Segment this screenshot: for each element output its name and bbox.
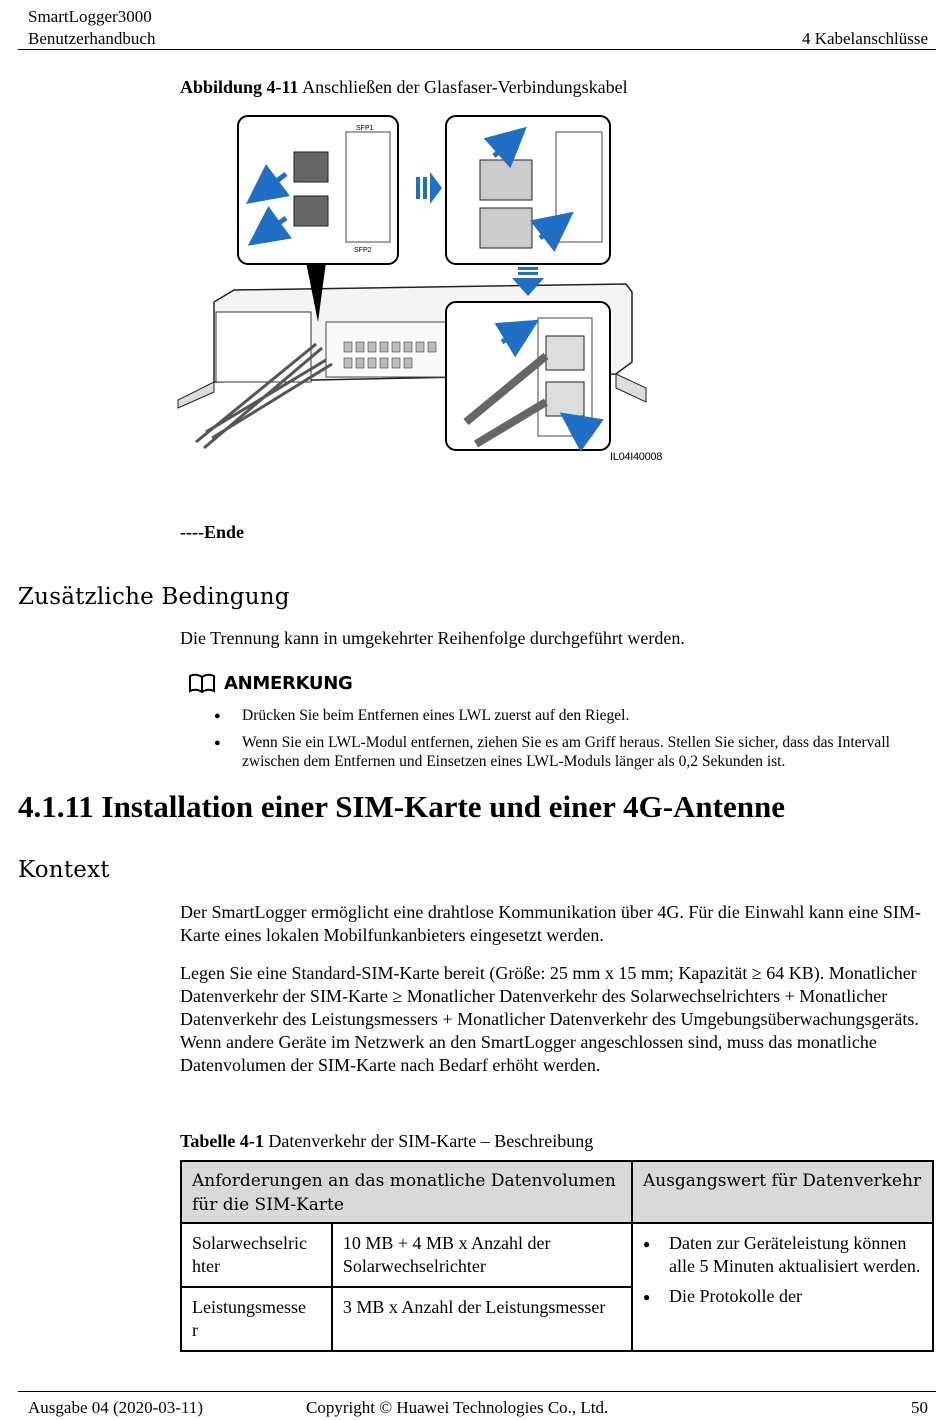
footer-rule xyxy=(18,1391,936,1392)
table-header-row xyxy=(181,1161,933,1223)
header-rule xyxy=(18,49,936,50)
table-caption xyxy=(180,1131,593,1152)
heading-kontext: Kontext xyxy=(18,857,110,883)
fiber-connection-figure xyxy=(176,112,676,472)
device-line: r xyxy=(192,1320,198,1340)
figure-label: Abbildung 4-11 xyxy=(180,77,299,97)
initial-value-list xyxy=(643,1232,922,1308)
table-cell-device xyxy=(181,1223,332,1287)
figure-caption xyxy=(180,77,628,98)
header-chapter: 4 Kabelanschlüsse xyxy=(801,29,928,48)
panel-remove-plugs xyxy=(238,116,398,264)
end-marker: ----Ende xyxy=(180,522,244,542)
book-icon xyxy=(188,672,216,694)
kontext-paragraph-2: Legen Sie eine Standard-SIM-Karte bereit (Größe: 25 mm x 15 mm; Kapazität ≥ 64 KB). Monatlicher Datenverkehr der SIM-Karte ≥ Monatlicher Datenverkehr des Solarwechselrichters + Monatlicher Datenverkehr des Leistungsmessers + Monatlicher Datenverkehr des Umgebungsüberwachungsgeräts. Wenn andere Geräte im Netzwerk an den SmartLogger angeschlossen sind, muss das monatliche Datenvolumen der SIM-Karte nach Bedarf erhöht werden. xyxy=(180,963,919,1075)
table-cell-device xyxy=(181,1287,332,1351)
panel-insert-modules xyxy=(446,116,610,264)
initial-value-item: ● Die Protokolle der xyxy=(643,1285,922,1308)
note-list xyxy=(242,706,922,779)
initial-value-item: ● Daten zur Geräteleistung können alle 5 Minuten aktualisiert werden. xyxy=(643,1232,922,1278)
table-header-initial-value: Ausgangswert für Datenverkehr xyxy=(632,1161,933,1223)
panel-connect-fibers xyxy=(446,302,610,450)
table-cell-initial-value xyxy=(632,1223,933,1351)
device-line: hter xyxy=(192,1256,220,1276)
svg-text:SFP2: SFP2 xyxy=(354,247,372,254)
next-step-arrow xyxy=(416,172,442,204)
header-product: SmartLogger3000 xyxy=(28,7,152,26)
device-line: Solarwechselric xyxy=(192,1233,307,1253)
note-box-title xyxy=(188,672,352,694)
table-cell-volume: 10 MB + 4 MB x Anzahl der Solarwechselrichter xyxy=(332,1223,632,1287)
zusatz-text: Die Trennung kann in umgekehrter Reihenfolge durchgeführt werden. xyxy=(180,628,685,648)
note-item: ● Drücken Sie beim Entfernen eines LWL zuerst auf den Riegel. xyxy=(242,706,922,725)
figure-title: Anschließen der Glasfaser-Verbindungskabel xyxy=(302,77,628,97)
table-cell-volume: 3 MB x Anzahl der Leistungsmesser xyxy=(332,1287,632,1351)
svg-text:SFP1: SFP1 xyxy=(356,125,374,132)
table-label: Tabelle 4-1 xyxy=(180,1131,264,1151)
figure-image-code: IL04I40008 xyxy=(610,451,663,463)
header-manual: Benutzerhandbuch xyxy=(28,29,156,48)
kontext-paragraph-1: Der SmartLogger ermöglicht eine drahtlose Kommunikation über 4G. Für die Einwahl kann eine SIM-Karte eines lokalen Mobilfunkanbieters eingesetzt werden. xyxy=(180,902,921,945)
note-title: ANMERKUNG xyxy=(224,672,353,694)
device-line: Leistungsmesse xyxy=(192,1297,306,1317)
heading-4-1-11: 4.1.11 Installation einer SIM-Karte und einer 4G-Antenne xyxy=(18,789,785,824)
table-header-requirements: Anforderungen an das monatliche Datenvolumen für die SIM-Karte xyxy=(181,1161,632,1223)
footer-copyright: Copyright © Huawei Technologies Co., Ltd. xyxy=(306,1398,609,1417)
footer-issue: Ausgabe 04 (2020-03-11) xyxy=(28,1398,203,1417)
note-item: ● Wenn Sie ein LWL-Modul entfernen, ziehen Sie es am Griff heraus. Stellen Sie sicher, dass das Intervall zwischen dem Entfernen und Einsetzen eines LWL-Moduls länger als 0,2 Sekunden ist. xyxy=(242,733,922,771)
heading-zusatz: Zusätzliche Bedingung xyxy=(18,584,290,610)
table-title: Datenverkehr der SIM-Karte – Beschreibung xyxy=(268,1131,594,1151)
table-row xyxy=(181,1223,933,1287)
sim-traffic-table xyxy=(180,1160,934,1352)
footer-page-number: 50 xyxy=(911,1398,928,1417)
